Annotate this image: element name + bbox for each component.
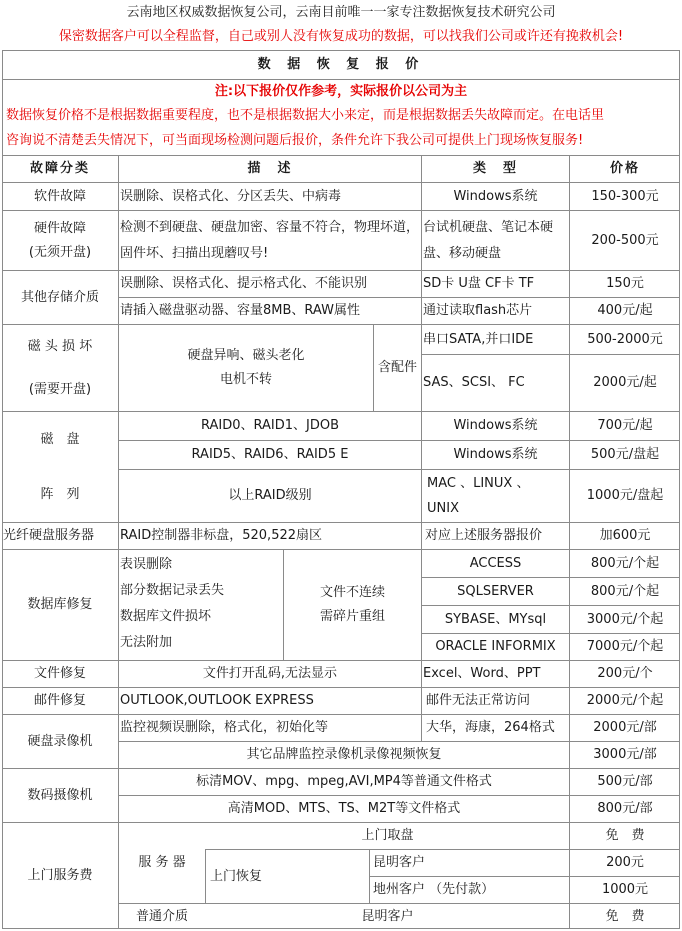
- database-type-1: ACCESS: [469, 555, 522, 571]
- onsite-prefecture-price: 1000元: [601, 882, 649, 897]
- mail-price: 2000元/个起: [586, 693, 664, 708]
- category-hardware-note: (无须开盘): [28, 244, 92, 260]
- other-media-type-1: SD卡 U盘 CF卡 TF: [423, 276, 535, 291]
- onsite-normal-media: 普通介质: [135, 908, 188, 924]
- database-type-3: SYBASE、MYsql: [444, 611, 547, 627]
- camera-description-1: 标清MOV、mpg、mpeg,AVI,MP4等普通文件格式: [196, 774, 492, 789]
- header-line-2: 保密数据客户可以全程监督，自己或别人没有恢复成功的数据，可以找我们公司或许还有挽救机会!: [58, 29, 624, 44]
- raid-type-2: Windows系统: [453, 447, 538, 462]
- head-damage-description-2: 电机不转: [219, 372, 272, 387]
- raid-type-3-line-2: UNIX: [427, 501, 459, 516]
- dvr-description-2: 其它品牌监控录像机录像视频恢复: [246, 747, 442, 762]
- fiber-description: RAID控制器非标盘，520,522扇区: [120, 528, 323, 543]
- table-title: 数 据 恢 复 报 价: [257, 57, 425, 72]
- category-head-damage-label: 磁 头 损 坏: [27, 338, 93, 354]
- head-damage-price-1: 500-2000元: [587, 331, 663, 347]
- category-other-media: 其他存储介质: [20, 289, 99, 305]
- raid-price-2: 500元/盘起: [590, 447, 660, 462]
- raid-price-3: 1000元/盘起: [586, 488, 664, 503]
- category-onsite-service: 上门服务费: [27, 868, 93, 883]
- category-database: 数据库修复: [27, 597, 93, 612]
- onsite-normal-price: 免 费: [605, 908, 645, 924]
- column-header-type: 类 型: [472, 160, 518, 176]
- category-dvr: 硬盘录像机: [27, 733, 93, 749]
- file-type: Excel、Word、PPT: [423, 666, 541, 681]
- category-file-repair: 文件修复: [33, 666, 86, 681]
- note-line-1: 数据恢复价格不是根据数据重要程度，也不是根据数据大小来定，而是根据数据丢失故障而定。在电话里: [6, 108, 605, 123]
- database-price-2: 800元/个起: [590, 583, 660, 599]
- database-description-3: 数据库文件损坏: [120, 609, 212, 624]
- note-reference: 注:以下报价仅作参考，实际报价以公司为主: [214, 84, 468, 99]
- category-head-damage-note: (需要开盘): [28, 381, 92, 397]
- category-mail-repair: 邮件修复: [33, 693, 86, 708]
- dvr-price-1: 2000元/部: [593, 720, 657, 735]
- database-fragment-note-1: 文件不连续: [319, 585, 385, 600]
- onsite-prefecture-client: 地州客户 （先付款）: [373, 882, 495, 897]
- database-price-3: 3000元/个起: [586, 611, 664, 627]
- head-damage-type-1: 串口SATA,并口IDE: [423, 331, 534, 347]
- category-head-damage: [2, 325, 118, 411]
- raid-price-1: 700元/起: [597, 418, 653, 433]
- database-type-2: SQLSERVER: [457, 583, 534, 599]
- raid-type-3-line-1: MAC 、LINUX 、: [427, 476, 530, 491]
- database-price-1: 800元/个起: [590, 555, 660, 571]
- file-price: 200元/个: [597, 666, 653, 681]
- category-disk-array-label-2: 阵 列: [40, 486, 80, 502]
- other-media-description-1: 误删除、误格式化、提示格式化、不能识别: [120, 276, 368, 291]
- category-hardware: [2, 211, 118, 270]
- onsite-kunming-price: 200元: [606, 855, 644, 870]
- dvr-type-1: 大华，海康，264格式: [426, 720, 555, 735]
- column-header-price: 价格: [609, 160, 640, 176]
- raid-description-1: RAID0、RAID1、JDOB: [200, 418, 340, 433]
- onsite-kunming-client: 昆明客户: [373, 855, 426, 870]
- raid-type-1: Windows系统: [453, 418, 538, 433]
- camera-price-1: 500元/部: [597, 774, 653, 789]
- dvr-description-1: 监控视频误删除，格式化，初始化等: [120, 720, 329, 735]
- database-fragment-note-2: 需碎片重组: [319, 609, 385, 624]
- category-disk-array: [2, 412, 118, 522]
- database-description-1: 表误删除: [120, 557, 173, 572]
- head-damage-description: [119, 325, 373, 411]
- hardware-price: 200-500元: [591, 232, 659, 248]
- other-media-type-2: 通过读取flash芯片: [423, 303, 533, 318]
- raid-type-3: [427, 470, 568, 522]
- mail-description: OUTLOOK,OUTLOOK EXPRESS: [120, 693, 314, 708]
- database-fragment-note: [284, 550, 421, 660]
- category-software: 软件故障: [33, 188, 86, 204]
- header-line-1: 云南地区权威数据恢复公司，云南目前唯一一家专注数据恢复技术研究公司: [126, 5, 556, 20]
- hardware-type: 台试机硬盘、笔记本硬盘、移动硬盘: [423, 219, 554, 261]
- dvr-price-2: 3000元/部: [593, 747, 657, 762]
- database-price-4: 7000元/个起: [586, 639, 664, 654]
- category-disk-array-label-1: 磁 盘: [40, 431, 80, 447]
- category-hardware-label: 硬件故障: [33, 220, 86, 236]
- other-media-description-2: 请插入磁盘驱动器、容量8MB、RAW属性: [120, 303, 360, 318]
- head-damage-description-1: 硬盘异响、磁头老化: [187, 348, 305, 363]
- database-description-2: 部分数据记录丢失: [120, 583, 225, 598]
- hardware-description: 检测不到硬盘、硬盘加密、容量不符合，物理坏道，固件坏、扫描出现蘑叹号!: [120, 219, 420, 261]
- onsite-normal-client: 昆明客户: [361, 908, 414, 924]
- head-damage-price-2: 2000元/起: [593, 375, 657, 390]
- database-description-4: 无法附加: [120, 635, 173, 650]
- other-media-price-1: 150元: [606, 276, 644, 291]
- database-type-4: ORACLE INFORMIX: [435, 639, 556, 654]
- head-damage-parts-included: 含配件: [377, 360, 417, 375]
- onsite-pickup: 上门取盘: [361, 828, 414, 843]
- column-header-category: 故障分类: [29, 160, 90, 176]
- category-camera: 数码摄像机: [27, 787, 93, 803]
- software-price: 150-300元: [591, 188, 659, 204]
- onsite-pickup-price: 免 费: [605, 828, 645, 843]
- camera-price-2: 800元/部: [597, 801, 653, 816]
- note-line-2: 咨询说不清楚丢失情况下，可当面现场检测问题后报价，条件允许下我公司可提供上门现场恢复服务!: [6, 133, 584, 148]
- column-header-description: 描 述: [247, 160, 293, 176]
- camera-description-2: 高清MOD、MTS、TS、M2T等文件格式: [227, 801, 461, 816]
- onsite-server-label: 服 务 器: [138, 855, 186, 870]
- category-fiber-server: 光纤硬盘服务器: [3, 528, 95, 543]
- fiber-type: 对应上述服务器报价: [425, 528, 543, 543]
- head-damage-type-2: SAS、SCSI、 FC: [423, 375, 525, 390]
- mail-type: 邮件无法正常访问: [426, 693, 531, 708]
- onsite-visit-recovery: 上门恢复: [210, 868, 263, 884]
- software-type: Windows系统: [453, 188, 538, 204]
- fiber-price: 加600元: [599, 528, 651, 543]
- software-description: 误删除、误格式化、分区丢失、中病毒: [120, 188, 342, 204]
- raid-description-3: 以上RAID级别: [228, 488, 312, 503]
- raid-description-2: RAID5、RAID6、RAID5 E: [191, 447, 349, 462]
- file-description: 文件打开乱码,无法显示: [202, 666, 338, 681]
- other-media-price-2: 400元/起: [597, 303, 653, 318]
